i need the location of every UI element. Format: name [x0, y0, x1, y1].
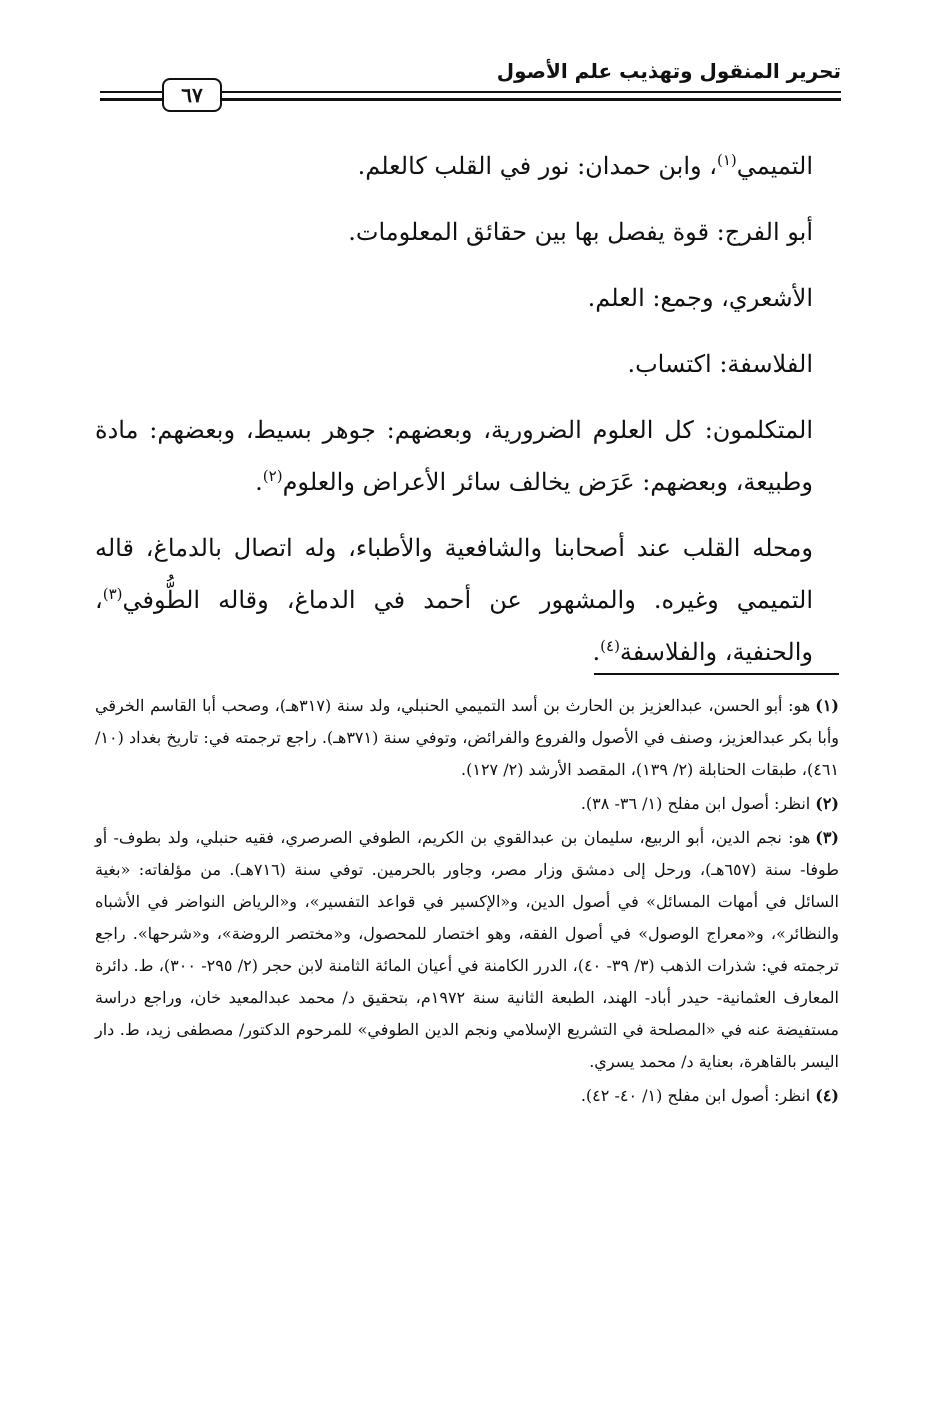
footnote-4	[95, 1080, 839, 1112]
paragraph-abu-al-faraj: أبو الفرج: قوة يفصل بها بين حقائق المعلومات.	[348, 218, 813, 246]
paragraph-text: ، وابن حمدان: نور في القلب كالعلم.	[357, 152, 717, 180]
footnote-number: (١)	[815, 696, 839, 715]
paragraph-ashari: الأشعري، وجمع: العلم.	[587, 284, 813, 312]
footnote-text: انظر: أصول ابن مفلح (١/ ٣٦- ٣٨).	[580, 794, 811, 813]
paragraph-philosophers: الفلاسفة: اكتساب.	[627, 350, 813, 378]
footnote-number: (٣)	[815, 828, 839, 847]
main-text	[95, 140, 813, 692]
paragraph-text: التميمي	[736, 152, 813, 180]
footnote-number: (٤)	[815, 1086, 839, 1105]
footnote-reference[interactable]: (٢)	[262, 467, 283, 485]
footnote-separator	[594, 673, 839, 675]
paragraph-tamimi	[95, 140, 813, 192]
running-title: تحرير المنقول وتهذيب علم الأصول	[496, 59, 841, 83]
paragraph-text: ، والحنفية، والفلاسفة	[95, 586, 813, 666]
footnote-reference[interactable]: (٤)	[600, 637, 620, 655]
paragraph-text: المتكلمون: كل العلوم الضرورية، وبعضهم: جوهر بسيط، وبعضهم: مادة وطبيعة، وبعضهم: عَرَض يخالف سائر الأعراض والعلوم	[95, 416, 813, 496]
footnote-number: (٢)	[815, 794, 839, 813]
paragraph-location	[95, 522, 813, 678]
footnote-text: انظر: أصول ابن مفلح (١/ ٤٠- ٤٢).	[580, 1086, 811, 1105]
page-header	[100, 55, 841, 115]
footnote-2	[95, 788, 839, 820]
footnote-text: هو: نجم الدين، أبو الربيع، سليمان بن عبدالقوي بن الكريم، الطوفي الصرصري، فقيه حنبلي، ولد بطوف- أو طوفا- سنة (٦٥٧هـ)، ورحل إلى دمشق وزار مصر، وجاور بالحرمين. توفي سنة (٧١٦هـ). من مؤلفاته: «بغية السائل في أمهات المسائل» في أصول الدين، و«الإكسير في قواعد التفسير»، و«الرياض النواضر في الأشباه والنظائر»، و«معراج الوصول» في أصول الفقه، وهو اختصار للمحصول، و«مختصر الروضة»، و«شرحها». راجع ترجمته في: شذرات الذهب (٣/ ٣٩- ٤٠)، الدرر الكامنة في أعيان المائة الثامنة لابن حجر (٢/ ٢٩٥- ٣٠٠)، ط. دائرة المعارف العثمانية- حيدر أباد- الهند، الطبعة الثانية سنة ١٩٧٢م، بتحقيق د/ محمد عبدالمعيد خان، وراجع دراسة مستفيضة عنه في «المصلحة في التشريع الإسلامي ونجم الدين الطوفي» للمرحوم الدكتور/ مصطفى زيد، ط. دار اليسر بالقاهرة، بعناية د/ محمد يسري.	[95, 828, 840, 1071]
footnotes	[95, 690, 839, 1114]
footnote-reference[interactable]: (٣)	[102, 585, 123, 603]
page-number: ٦٧	[162, 78, 222, 112]
paragraph-text: ومحله القلب عند أصحابنا والشافعية والأطباء، وله اتصال بالدماغ، قاله التميمي وغيره. والمشهور عن أحمد في الدماغ، وقاله الطُّوفي	[95, 534, 813, 614]
paragraph-text: .	[255, 468, 263, 496]
paragraph-text: .	[592, 638, 601, 666]
paragraph-theologians	[95, 404, 813, 508]
footnote-text: هو: أبو الحسن، عبدالعزيز بن الحارث بن أسد التميمي الحنبلي، ولد سنة (٣١٧هـ)، وصحب أبا القاسم الخرقي وأبا بكر عبدالعزيز، وصنف في الأصول والفروع والفرائض، وتوفي سنة (٣٧١هـ). راجع ترجمته في: تاريخ بغداد (١٠/ ٤٦١)، طبقات الحنابلة (٢/ ١٣٩)، المقصد الأرشد (٢/ ١٢٧).	[95, 696, 840, 779]
footnote-3	[95, 822, 839, 1078]
footnote-1	[95, 690, 839, 786]
footnote-reference[interactable]: (١)	[717, 151, 737, 169]
